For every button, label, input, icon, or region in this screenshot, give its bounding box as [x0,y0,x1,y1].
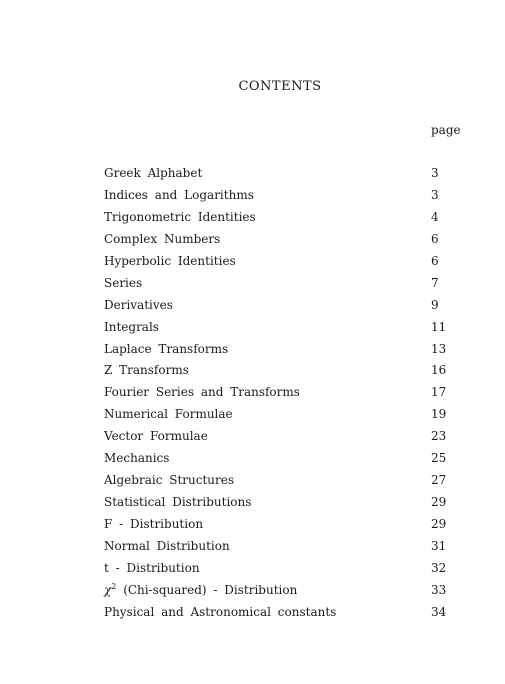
toc-entry[interactable] [104,472,464,494]
toc-entry-label-rest: (Chi-squared) - Distribution [116,582,298,597]
toc-entry-label: Normal Distribution [104,538,230,553]
toc-entry-label: Mechanics [104,451,170,466]
toc-entry[interactable] [104,165,464,187]
toc-entry-label: Complex Numbers [104,231,221,246]
page-title: CONTENTS [238,79,322,94]
toc-entry[interactable] [104,319,464,341]
toc-entry[interactable] [104,341,464,363]
toc-entry-label: Series [104,275,143,290]
toc-entry-label: Derivatives [104,297,173,312]
chi-superscript: 2 [111,581,117,591]
toc-entry-label: Numerical Formulae [104,407,233,422]
toc-entry[interactable] [104,253,464,275]
toc-entry-page: 11 [431,319,447,334]
toc-entry-label: Trigonometric Identities [104,209,256,224]
toc-entry-label: Algebraic Structures [104,473,235,488]
toc-entry-page: 7 [431,275,439,290]
toc-entry[interactable] [104,516,464,538]
toc-entry[interactable] [104,428,464,450]
toc-entry[interactable] [104,187,464,209]
page-column-header: page [431,123,461,137]
toc-entry-page: 17 [431,385,447,400]
toc-entry-page: 13 [431,341,447,356]
toc-entry[interactable] [104,560,464,582]
toc-entry-page: 19 [431,407,447,422]
toc-entry-label: Fourier Series and Transforms [104,385,300,400]
toc-entry-label: Physical and Astronomical constants [104,604,337,619]
toc-entry-page: 34 [431,604,447,619]
chi-symbol: χ [104,582,112,597]
toc-entry-label: Hyperbolic Identities [104,253,236,268]
toc-entry-page: 31 [431,538,447,553]
toc-entry[interactable] [104,582,464,604]
toc-entry-label: Vector Formulae [104,429,208,444]
toc-entry-label: F - Distribution [104,517,204,531]
toc-entry[interactable] [104,406,464,428]
toc-entry[interactable] [104,494,464,516]
toc-entry[interactable] [104,231,464,253]
toc-entry-label: Z Transforms [104,363,189,378]
toc-entry-label: Indices and Logarithms [104,187,254,202]
toc-entry-page: 23 [431,429,447,444]
toc-entry[interactable] [104,604,464,626]
toc-entry[interactable] [104,450,464,472]
toc-entry-label [104,582,297,598]
toc-entry[interactable] [104,275,464,297]
toc-entry-label: Statistical Distributions [104,495,252,510]
toc-entry-label: Integrals [104,319,159,334]
toc-entry-label: Greek Alphabet [104,166,203,180]
toc-entry-page: 3 [431,187,439,202]
toc-entry-page: 4 [431,209,439,224]
toc-entry-page: 3 [431,166,439,180]
toc-entry-page: 6 [431,231,439,246]
toc-entry[interactable] [104,209,464,231]
toc-entry-page: 6 [431,253,439,268]
toc-entry[interactable] [104,362,464,384]
toc-entry-page: 25 [431,451,447,466]
toc-entry-label: t - Distribution [104,560,200,575]
toc-entry-page: 27 [431,473,447,488]
toc-entry[interactable] [104,384,464,406]
table-of-contents [104,165,464,626]
toc-entry-page: 16 [431,363,447,378]
toc-entry-page: 29 [431,517,447,531]
toc-entry[interactable] [104,297,464,319]
toc-entry[interactable] [104,538,464,560]
toc-entry-label: Laplace Transforms [104,341,229,356]
toc-entry-page: 9 [431,297,439,312]
toc-entry-page: 32 [431,560,447,575]
toc-entry-page: 29 [431,495,447,510]
toc-entry-page: 33 [431,582,447,597]
